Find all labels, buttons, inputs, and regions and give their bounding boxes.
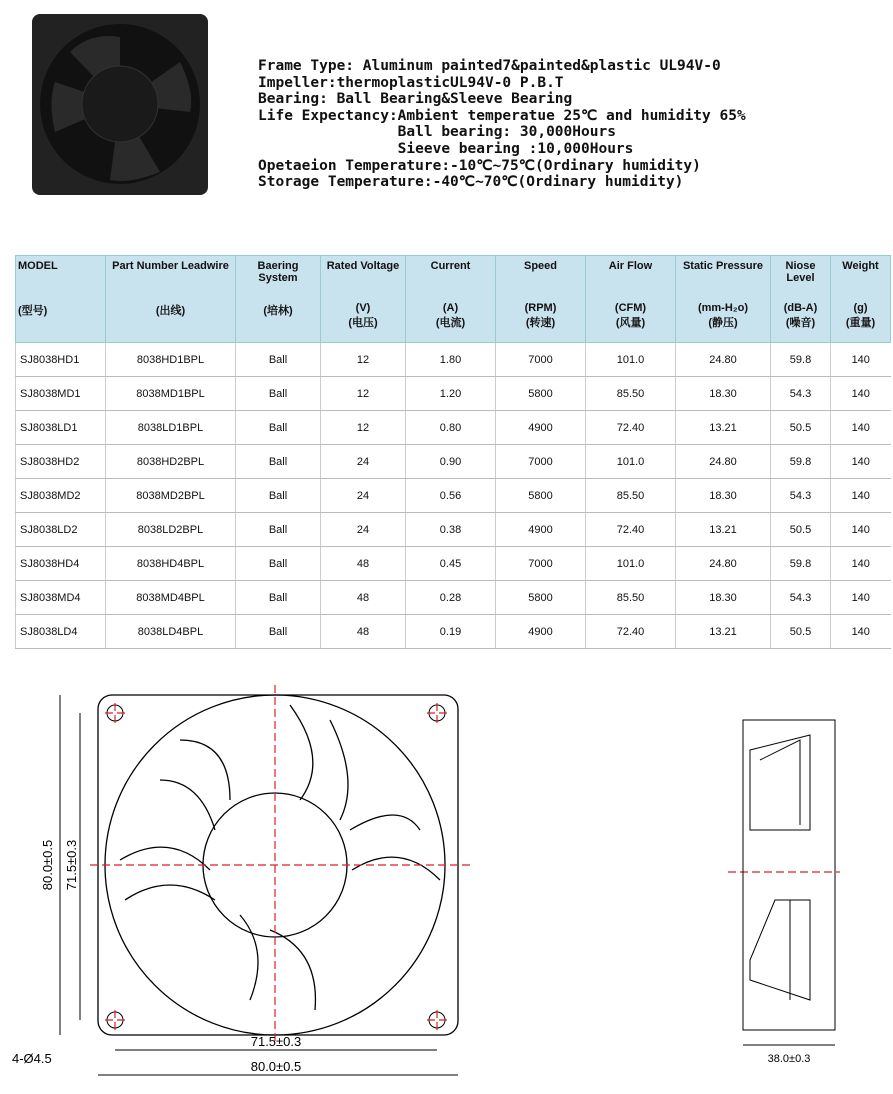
header-unit: (CFM) xyxy=(614,302,647,314)
column-header xyxy=(106,256,236,343)
table-cell: 8038HD2BPL xyxy=(106,445,236,479)
header-unit: (g) xyxy=(853,302,868,314)
table-cell: 5800 xyxy=(496,581,586,615)
header-cn: (型号) xyxy=(18,305,48,317)
table-cell: Ball xyxy=(236,343,321,377)
header-title: Speed xyxy=(523,260,557,272)
dim-holes: 4-Ø4.5 xyxy=(12,1051,52,1066)
header-cn: (风量) xyxy=(615,317,646,329)
table-cell: 140 xyxy=(831,479,891,513)
table-cell: 0.80 xyxy=(406,411,496,445)
table-cell: SJ8038LD4 xyxy=(16,615,106,649)
table-cell: 1.20 xyxy=(406,377,496,411)
dim-outer-width: 80.0±0.5 xyxy=(250,1059,302,1074)
table-row xyxy=(16,547,891,581)
table-cell: 12 xyxy=(321,377,406,411)
table-cell: 8038LD4BPL xyxy=(106,615,236,649)
side-view-outline xyxy=(743,720,835,1030)
table-cell: Ball xyxy=(236,445,321,479)
table-cell: 8038LD2BPL xyxy=(106,513,236,547)
column-header xyxy=(831,256,891,343)
table-cell: 12 xyxy=(321,411,406,445)
table-cell: 0.38 xyxy=(406,513,496,547)
table-cell: 18.30 xyxy=(676,377,771,411)
header-title: Weight xyxy=(842,260,879,272)
table-cell: 0.56 xyxy=(406,479,496,513)
table-cell: Ball xyxy=(236,581,321,615)
table-cell: Ball xyxy=(236,411,321,445)
header-title: Current xyxy=(430,260,471,272)
table-row xyxy=(16,343,891,377)
table-cell: 24.80 xyxy=(676,547,771,581)
header-unit: (dB-A) xyxy=(783,302,818,314)
table-cell: 12 xyxy=(321,343,406,377)
table-cell: 140 xyxy=(831,343,891,377)
table-cell: 72.40 xyxy=(586,411,676,445)
table-row xyxy=(16,581,891,615)
table-cell: 85.50 xyxy=(586,377,676,411)
header-unit: (RPM) xyxy=(524,302,557,314)
table-cell: SJ8038HD4 xyxy=(16,547,106,581)
table-cell: SJ8038HD1 xyxy=(16,343,106,377)
column-header xyxy=(16,256,106,343)
table-cell: 85.50 xyxy=(586,479,676,513)
table-cell: SJ8038LD1 xyxy=(16,411,106,445)
column-header xyxy=(586,256,676,343)
table-cell: 59.8 xyxy=(771,343,831,377)
table-cell: 140 xyxy=(831,445,891,479)
table-cell: 8038MD2BPL xyxy=(106,479,236,513)
table-cell: 101.0 xyxy=(586,547,676,581)
spec-line: Life Expectancy:Ambient temperatue 25℃ and humidity 65% xyxy=(258,107,746,124)
column-header xyxy=(771,256,831,343)
table-cell: SJ8038LD2 xyxy=(16,513,106,547)
table-cell: 54.3 xyxy=(771,377,831,411)
table-cell: 7000 xyxy=(496,445,586,479)
spec-line: Frame Type: Aluminum painted7&painted&plastic UL94V-0 xyxy=(258,58,721,74)
table-cell: 101.0 xyxy=(586,445,676,479)
table-cell: 72.40 xyxy=(586,513,676,547)
table-cell: 85.50 xyxy=(586,581,676,615)
table-cell: 140 xyxy=(831,411,891,445)
table-cell: SJ8038MD4 xyxy=(16,581,106,615)
table-cell: 7000 xyxy=(496,343,586,377)
table-cell: 59.8 xyxy=(771,547,831,581)
table-cell: 140 xyxy=(831,615,891,649)
header-title: Baering System xyxy=(257,260,299,284)
table-row xyxy=(16,479,891,513)
header-cn: (出线) xyxy=(155,305,186,317)
spec-line: Bearing: Ball Bearing&Sleeve Bearing xyxy=(258,91,573,108)
table-cell: 18.30 xyxy=(676,479,771,513)
spec-line: Storage Temperature:-40℃~70℃(Ordinary humidity) xyxy=(258,174,684,191)
table-cell: 18.30 xyxy=(676,581,771,615)
table-cell: 54.3 xyxy=(771,581,831,615)
table-cell: 48 xyxy=(321,581,406,615)
table-cell: 5800 xyxy=(496,377,586,411)
table-cell: SJ8038MD1 xyxy=(16,377,106,411)
table-cell: 59.8 xyxy=(771,445,831,479)
table-cell: SJ8038HD2 xyxy=(16,445,106,479)
table-cell: 140 xyxy=(831,547,891,581)
table-cell: 1.80 xyxy=(406,343,496,377)
table-cell: 13.21 xyxy=(676,411,771,445)
dimension-drawing xyxy=(0,660,893,1094)
table-cell: 8038MD1BPL xyxy=(106,377,236,411)
column-header xyxy=(676,256,771,343)
table-cell: 8038MD4BPL xyxy=(106,581,236,615)
table-cell: 140 xyxy=(831,377,891,411)
table-cell: 7000 xyxy=(496,547,586,581)
spec-line: Opetaeion Temperature:-10℃~75℃(Ordinary humidity) xyxy=(258,157,701,174)
header-unit: (mm-H₂o) xyxy=(697,302,749,314)
table-cell: 50.5 xyxy=(771,513,831,547)
table-cell: 140 xyxy=(831,581,891,615)
dim-hole-height: 71.5±0.3 xyxy=(64,839,79,891)
table-cell: 8038HD1BPL xyxy=(106,343,236,377)
table-cell: Ball xyxy=(236,513,321,547)
spec-list xyxy=(258,58,746,191)
column-header xyxy=(406,256,496,343)
table-cell: Ball xyxy=(236,377,321,411)
table-cell: 50.5 xyxy=(771,615,831,649)
table-cell: 50.5 xyxy=(771,411,831,445)
header-cn: (转速) xyxy=(525,317,556,329)
table-cell: Ball xyxy=(236,547,321,581)
mount-holes xyxy=(107,705,445,1028)
table-cell: 54.3 xyxy=(771,479,831,513)
spec-table xyxy=(15,255,891,649)
table-cell: Ball xyxy=(236,615,321,649)
table-cell: 0.45 xyxy=(406,547,496,581)
table-cell: 72.40 xyxy=(586,615,676,649)
table-cell: 140 xyxy=(831,513,891,547)
table-row xyxy=(16,445,891,479)
table-cell: 8038LD1BPL xyxy=(106,411,236,445)
table-cell: 24.80 xyxy=(676,445,771,479)
header-cn: (重量) xyxy=(845,317,876,329)
table-cell: 24.80 xyxy=(676,343,771,377)
dim-outer-height: 80.0±0.5 xyxy=(40,839,55,891)
table-cell: 24 xyxy=(321,445,406,479)
table-cell: 0.90 xyxy=(406,445,496,479)
table-cell: 24 xyxy=(321,513,406,547)
table-row xyxy=(16,513,891,547)
dim-hole-width: 71.5±0.3 xyxy=(250,1034,302,1049)
header-cn: (培林) xyxy=(263,305,293,317)
table-cell: 4900 xyxy=(496,513,586,547)
table-row xyxy=(16,615,891,649)
header-cn: (电流) xyxy=(435,317,466,329)
header-title: Part Number Leadwire xyxy=(112,260,229,272)
header-title: Static Pressure xyxy=(682,260,764,272)
header-unit: (V) xyxy=(355,302,371,314)
table-cell: 48 xyxy=(321,615,406,649)
column-header xyxy=(321,256,406,343)
table-row xyxy=(16,377,891,411)
table-cell: 4900 xyxy=(496,615,586,649)
table-cell: 101.0 xyxy=(586,343,676,377)
table-cell: 0.19 xyxy=(406,615,496,649)
header-unit: (A) xyxy=(442,302,459,314)
table-cell: 13.21 xyxy=(676,615,771,649)
header-cn: (静压) xyxy=(708,317,738,329)
column-header xyxy=(496,256,586,343)
table-cell: 48 xyxy=(321,547,406,581)
fan-photo xyxy=(30,12,210,197)
table-cell: 5800 xyxy=(496,479,586,513)
spec-line: Sieeve bearing :10,000Hours xyxy=(258,140,634,157)
header-cn: (电压) xyxy=(348,317,378,329)
table-cell: 4900 xyxy=(496,411,586,445)
spec-line: Impeller:thermoplasticUL94V-0 P.B.T xyxy=(258,74,564,91)
header-title: MODEL xyxy=(18,260,58,272)
table-row xyxy=(16,411,891,445)
table-cell: SJ8038MD2 xyxy=(16,479,106,513)
header-cn: (噪音) xyxy=(785,317,816,329)
header-title: Rated Voltage xyxy=(326,260,400,272)
table-cell: 13.21 xyxy=(676,513,771,547)
table-cell: 0.28 xyxy=(406,581,496,615)
header-title: Air Flow xyxy=(608,260,653,272)
column-header xyxy=(236,256,321,343)
dim-depth: 38.0±0.3 xyxy=(767,1053,811,1065)
table-cell: Ball xyxy=(236,479,321,513)
header-title: Niose Level xyxy=(785,260,816,284)
spec-line: Ball bearing: 30,000Hours xyxy=(258,124,616,141)
table-cell: 8038HD4BPL xyxy=(106,547,236,581)
table-cell: 24 xyxy=(321,479,406,513)
